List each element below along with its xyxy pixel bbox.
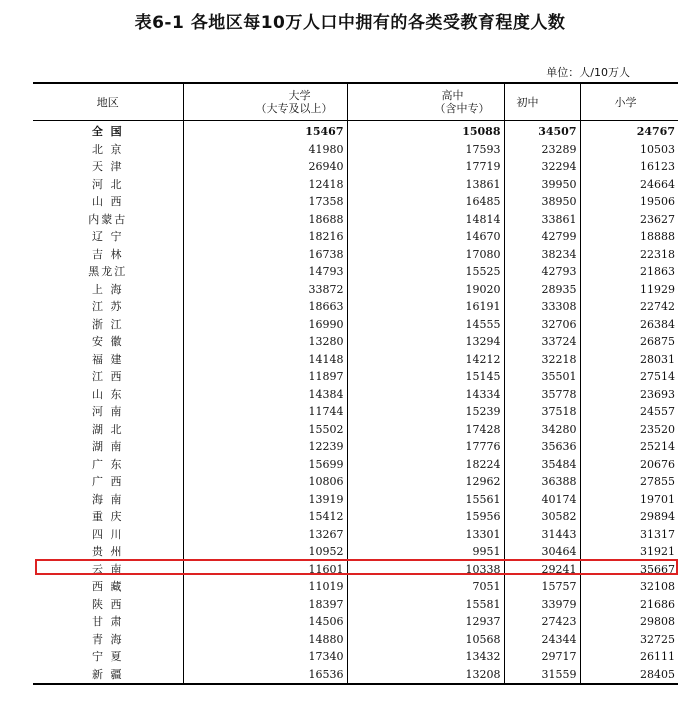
- cell-middle: 33724: [504, 333, 580, 351]
- cell-highschool: 15088: [347, 121, 504, 141]
- cell-university: 18216: [183, 228, 347, 246]
- cell-primary: 19701: [580, 491, 678, 509]
- cell-primary: 28405: [580, 666, 678, 685]
- cell-middle: 39950: [504, 176, 580, 194]
- cell-highschool: 17428: [347, 421, 504, 439]
- cell-primary: 32725: [580, 631, 678, 649]
- cell-region: 河 南: [92, 405, 124, 419]
- cell-middle: 32294: [504, 158, 580, 176]
- cell-highschool: 9951: [347, 543, 504, 561]
- table-row: [33, 351, 678, 369]
- table-row: [33, 246, 678, 264]
- cell-university: 18688: [183, 211, 347, 229]
- cell-region: 山 东: [92, 387, 124, 401]
- cell-highschool: 14814: [347, 211, 504, 229]
- header-university-label: 大学: [288, 89, 311, 102]
- cell-highschool: 17080: [347, 246, 504, 264]
- cell-university: 26940: [183, 158, 347, 176]
- cell-middle: 33979: [504, 596, 580, 614]
- cell-region: 江 苏: [92, 300, 124, 314]
- table-row: [33, 508, 678, 526]
- header-highschool-sub: （含中专）: [434, 102, 490, 115]
- cell-primary: 21863: [580, 263, 678, 281]
- cell-primary: 11929: [580, 281, 678, 299]
- cell-highschool: 15145: [347, 368, 504, 386]
- cell-region: 湖 南: [92, 440, 124, 454]
- cell-primary: 19506: [580, 193, 678, 211]
- cell-primary: 16123: [580, 158, 678, 176]
- cell-region: 湖 北: [92, 422, 124, 436]
- cell-university: 13919: [183, 491, 347, 509]
- table-row: [33, 333, 678, 351]
- cell-region: 天 津: [92, 160, 124, 174]
- cell-university: 14793: [183, 263, 347, 281]
- cell-highschool: 14212: [347, 351, 504, 369]
- cell-middle: 34280: [504, 421, 580, 439]
- cell-middle: 42799: [504, 228, 580, 246]
- cell-highschool: 14334: [347, 386, 504, 404]
- cell-university: 13267: [183, 526, 347, 544]
- cell-region: 福 建: [92, 352, 124, 366]
- cell-primary: 22742: [580, 298, 678, 316]
- cell-primary: 20676: [580, 456, 678, 474]
- table-row: [33, 543, 678, 561]
- table-row: [33, 666, 678, 685]
- cell-university: 17358: [183, 193, 347, 211]
- table-row: [33, 526, 678, 544]
- cell-middle: 33861: [504, 211, 580, 229]
- cell-middle: 36388: [504, 473, 580, 491]
- table-row: [33, 456, 678, 474]
- cell-highschool: 13861: [347, 176, 504, 194]
- cell-university: 12239: [183, 438, 347, 456]
- cell-highschool: 15525: [347, 263, 504, 281]
- cell-primary: 23627: [580, 211, 678, 229]
- cell-region: 海 南: [92, 492, 124, 506]
- cell-university: 16536: [183, 666, 347, 685]
- cell-region: 贵 州: [92, 545, 124, 559]
- cell-primary: 25214: [580, 438, 678, 456]
- cell-region: 浙 江: [92, 317, 124, 331]
- table-row: [33, 158, 678, 176]
- cell-middle: 42793: [504, 263, 580, 281]
- cell-middle: 35501: [504, 368, 580, 386]
- table-row: [33, 368, 678, 386]
- cell-highschool: 15956: [347, 508, 504, 526]
- cell-primary: 26111: [580, 648, 678, 666]
- cell-middle: 34507: [504, 121, 580, 141]
- cell-university: 14384: [183, 386, 347, 404]
- cell-primary: 28031: [580, 351, 678, 369]
- cell-region: 山 西: [92, 195, 124, 209]
- cell-primary: 10503: [580, 141, 678, 159]
- cell-region: 辽 宁: [92, 230, 124, 244]
- cell-university: 16990: [183, 316, 347, 334]
- table-row: [33, 141, 678, 159]
- cell-region: 河 北: [92, 177, 124, 191]
- cell-university: 12418: [183, 176, 347, 194]
- cell-region: 上 海: [92, 282, 124, 296]
- cell-region: 广 西: [92, 475, 124, 489]
- cell-middle: 29241: [504, 561, 580, 579]
- cell-region: 新 疆: [92, 667, 124, 681]
- header-highschool-label: 高中: [441, 89, 464, 102]
- cell-middle: 35484: [504, 456, 580, 474]
- header-primary: 小学: [580, 83, 678, 121]
- table-row: [33, 211, 678, 229]
- cell-highschool: 17593: [347, 141, 504, 159]
- cell-highschool: 16191: [347, 298, 504, 316]
- table-row: [33, 386, 678, 404]
- table-row: [33, 263, 678, 281]
- cell-middle: 35778: [504, 386, 580, 404]
- table-row: [33, 121, 678, 141]
- cell-region: 内蒙古: [88, 212, 128, 226]
- cell-region: 重 庆: [92, 510, 124, 524]
- table-row: [33, 596, 678, 614]
- cell-middle: 31559: [504, 666, 580, 685]
- cell-highschool: 13208: [347, 666, 504, 685]
- cell-primary: 26875: [580, 333, 678, 351]
- cell-highschool: 19020: [347, 281, 504, 299]
- table-row: [33, 228, 678, 246]
- cell-highschool: 13301: [347, 526, 504, 544]
- table-row: [33, 631, 678, 649]
- cell-primary: 23520: [580, 421, 678, 439]
- cell-highschool: 15581: [347, 596, 504, 614]
- cell-region: 吉 林: [92, 247, 124, 261]
- cell-region: 西 藏: [92, 580, 124, 594]
- cell-middle: 32706: [504, 316, 580, 334]
- cell-middle: 40174: [504, 491, 580, 509]
- cell-primary: 31921: [580, 543, 678, 561]
- cell-university: 11897: [183, 368, 347, 386]
- cell-university: 14880: [183, 631, 347, 649]
- cell-highschool: 17719: [347, 158, 504, 176]
- cell-university: 17340: [183, 648, 347, 666]
- cell-primary: 21686: [580, 596, 678, 614]
- cell-region: 四 川: [92, 527, 124, 541]
- cell-region: 江 西: [92, 370, 124, 384]
- cell-region: 广 东: [92, 457, 124, 471]
- cell-highschool: 7051: [347, 578, 504, 596]
- cell-highschool: 14670: [347, 228, 504, 246]
- table-row: [33, 491, 678, 509]
- cell-primary: 27514: [580, 368, 678, 386]
- cell-middle: 15757: [504, 578, 580, 596]
- cell-primary: 27855: [580, 473, 678, 491]
- header-university-sub: （大专及以上）: [255, 102, 333, 115]
- cell-university: 10806: [183, 473, 347, 491]
- cell-highschool: 15239: [347, 403, 504, 421]
- header-university: [183, 83, 347, 121]
- cell-middle: 38950: [504, 193, 580, 211]
- cell-middle: 27423: [504, 613, 580, 631]
- cell-middle: 28935: [504, 281, 580, 299]
- cell-primary: 23693: [580, 386, 678, 404]
- cell-region: 安 徽: [92, 335, 124, 349]
- cell-university: 16738: [183, 246, 347, 264]
- cell-middle: 33308: [504, 298, 580, 316]
- cell-highschool: 12937: [347, 613, 504, 631]
- cell-highschool: 16485: [347, 193, 504, 211]
- cell-university: 10952: [183, 543, 347, 561]
- table-row: [33, 176, 678, 194]
- table-title: 表6-1 各地区每10万人口中拥有的各类受教育程度人数: [134, 13, 566, 33]
- cell-middle: 31443: [504, 526, 580, 544]
- cell-primary: 32108: [580, 578, 678, 596]
- header-middle: 初中: [504, 83, 580, 121]
- cell-middle: 32218: [504, 351, 580, 369]
- cell-region: 北 京: [92, 142, 124, 156]
- cell-primary: 18888: [580, 228, 678, 246]
- table-row: [33, 438, 678, 456]
- cell-middle: 38234: [504, 246, 580, 264]
- cell-middle: 30464: [504, 543, 580, 561]
- cell-region: 甘 肃: [92, 615, 124, 629]
- cell-region: 黑龙江: [88, 265, 128, 279]
- cell-university: 41980: [183, 141, 347, 159]
- cell-highschool: 13432: [347, 648, 504, 666]
- cell-primary: 29894: [580, 508, 678, 526]
- cell-university: 11744: [183, 403, 347, 421]
- table-row: [33, 193, 678, 211]
- header-highschool: [347, 83, 504, 121]
- cell-university: 11601: [183, 561, 347, 579]
- table-row: [33, 648, 678, 666]
- cell-primary: 22318: [580, 246, 678, 264]
- table-body: [33, 121, 678, 685]
- cell-university: 11019: [183, 578, 347, 596]
- cell-region: 云 南: [92, 562, 124, 576]
- cell-highschool: 15561: [347, 491, 504, 509]
- cell-region: 宁 夏: [92, 650, 124, 664]
- header-row: [33, 83, 678, 121]
- education-table: [33, 82, 678, 685]
- cell-region: 陕 西: [92, 597, 124, 611]
- cell-university: 18663: [183, 298, 347, 316]
- cell-primary: 24664: [580, 176, 678, 194]
- table-row: [33, 421, 678, 439]
- table-row: [33, 473, 678, 491]
- cell-primary: 24767: [580, 121, 678, 141]
- cell-university: 18397: [183, 596, 347, 614]
- cell-primary: 26384: [580, 316, 678, 334]
- header-region: 地区: [33, 83, 183, 121]
- cell-university: 15502: [183, 421, 347, 439]
- cell-university: 14506: [183, 613, 347, 631]
- table-row: [33, 578, 678, 596]
- table-row: [33, 316, 678, 334]
- cell-highschool: 12962: [347, 473, 504, 491]
- cell-highschool: 10568: [347, 631, 504, 649]
- cell-middle: 30582: [504, 508, 580, 526]
- cell-university: 33872: [183, 281, 347, 299]
- cell-middle: 23289: [504, 141, 580, 159]
- table-row: [33, 403, 678, 421]
- table-row: [33, 613, 678, 631]
- cell-middle: 37518: [504, 403, 580, 421]
- cell-university: 14148: [183, 351, 347, 369]
- cell-highschool: 18224: [347, 456, 504, 474]
- cell-highschool: 14555: [347, 316, 504, 334]
- table-row: [33, 298, 678, 316]
- cell-highschool: 10338: [347, 561, 504, 579]
- cell-highschool: 13294: [347, 333, 504, 351]
- cell-university: 15699: [183, 456, 347, 474]
- cell-university: 13280: [183, 333, 347, 351]
- cell-university: 15412: [183, 508, 347, 526]
- cell-primary: 31317: [580, 526, 678, 544]
- cell-primary: 35667: [580, 561, 678, 579]
- cell-middle: 24344: [504, 631, 580, 649]
- cell-region: 青 海: [92, 632, 124, 646]
- cell-region: 全 国: [91, 125, 124, 139]
- cell-middle: 29717: [504, 648, 580, 666]
- table-row: [33, 281, 678, 299]
- cell-university: 15467: [183, 121, 347, 141]
- cell-middle: 35636: [504, 438, 580, 456]
- highlight-box-yunnan: [35, 559, 678, 575]
- cell-highschool: 17776: [347, 438, 504, 456]
- cell-primary: 24557: [580, 403, 678, 421]
- cell-primary: 29808: [580, 613, 678, 631]
- unit-label: 单位：人/10万人: [546, 66, 630, 79]
